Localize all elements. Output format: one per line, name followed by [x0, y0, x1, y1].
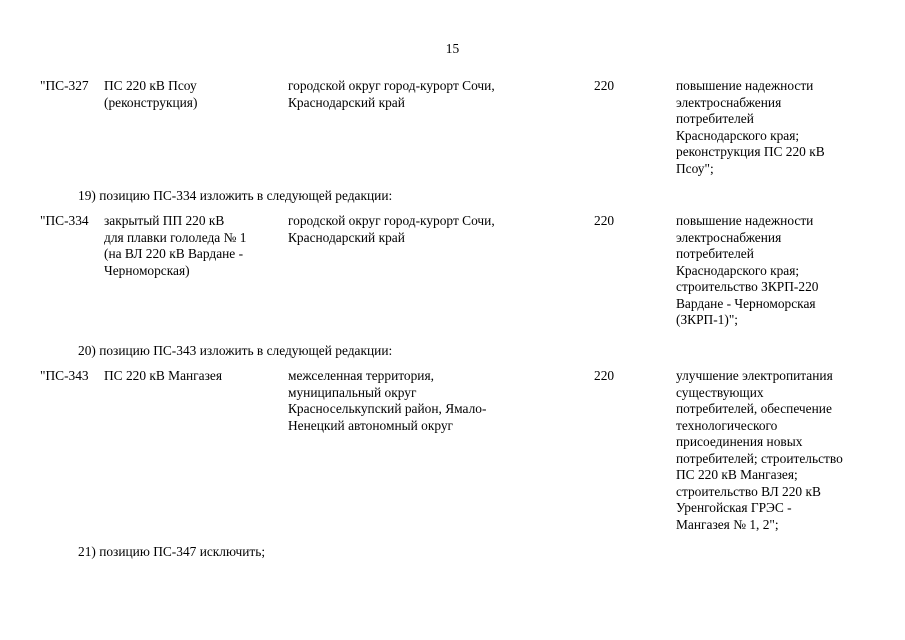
- entry-code: "ПС-343: [40, 368, 89, 383]
- entry-purpose: повышение надежности электроснабжения потребителей Краснодарского края; строительство ЗКРП-220 Вардане - Черноморская (ЗКРП-1)";: [676, 213, 819, 327]
- entry-voltage: 220: [594, 368, 615, 383]
- entry-location: межселенная территория, муниципальный округ Красноселькупский район, Ямало- Ненецкий автономный округ: [288, 368, 487, 433]
- entry-purpose: повышение надежности электроснабжения потребителей Краснодарского края; реконструкция ПС 220 кВ Псоу";: [676, 78, 825, 176]
- instruction-20: 20) позицию ПС-343 изложить в следующей редакции:: [78, 343, 393, 358]
- entry-name: закрытый ПП 220 кВ для плавки гололеда № 1 (на ВЛ 220 кВ Вардане - Черноморская): [104, 213, 247, 278]
- instruction-19: 19) позицию ПС-334 изложить в следующей редакции:: [78, 188, 393, 203]
- entry-code: "ПС-334: [40, 213, 89, 228]
- page-number: 15: [445, 41, 460, 56]
- entry-location: городской округ город-курорт Сочи, Краснодарский край: [288, 78, 495, 110]
- entry-voltage: 220: [594, 213, 615, 228]
- entry-purpose: улучшение электропитания существующих потребителей, обеспечение технологического присоединения новых потребителей; строительство ПС 220 кВ Мангазея; строительство ВЛ 220 кВ Уренгойская ГРЭС - Мангазея № 1, 2";: [676, 368, 843, 532]
- entry-voltage: 220: [594, 78, 615, 93]
- entry-location: городской округ город-курорт Сочи, Краснодарский край: [288, 213, 495, 245]
- entry-name: ПС 220 кВ Мангазея: [104, 368, 223, 383]
- entry-code: "ПС-327: [40, 78, 89, 93]
- entry-name: ПС 220 кВ Псоу (реконструкция): [104, 78, 198, 110]
- instruction-21: 21) позицию ПС-347 исключить;: [78, 544, 266, 559]
